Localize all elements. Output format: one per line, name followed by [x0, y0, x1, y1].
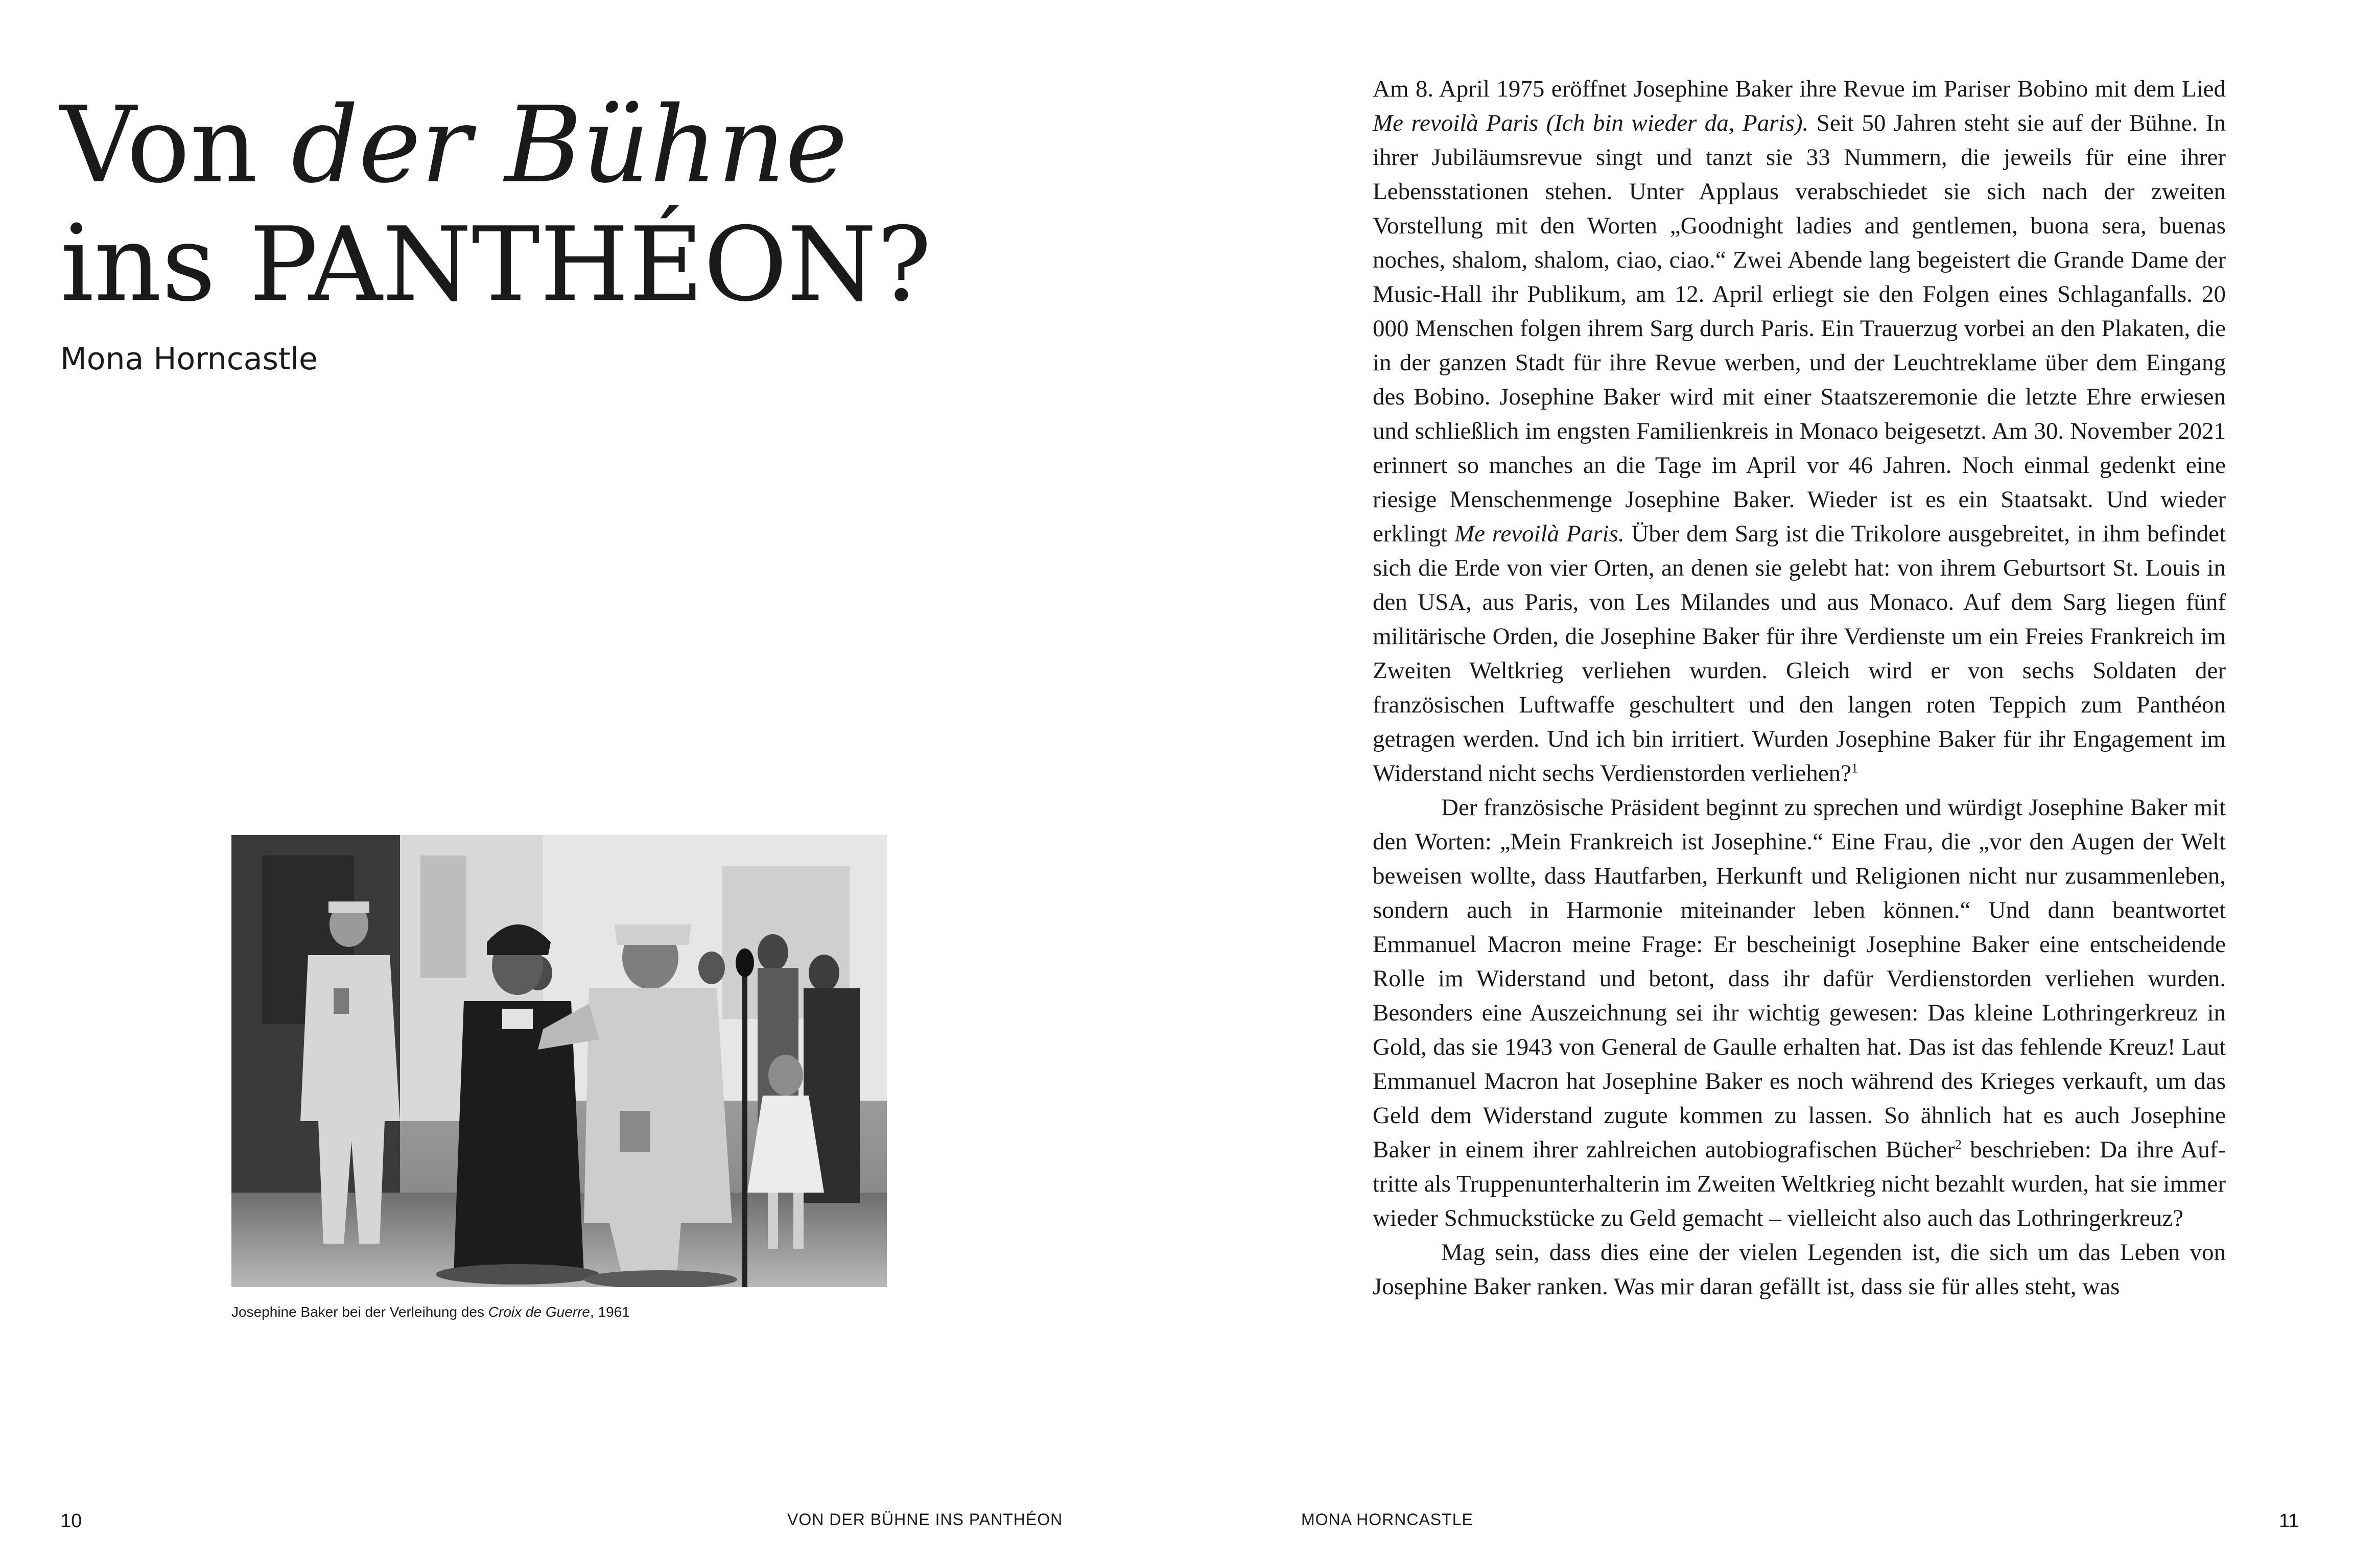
- body-paragraph-1: [1373, 72, 2226, 791]
- article-title: [60, 86, 931, 324]
- paragraph-2-text-a: Der französische Präsident beginnt zu sprechen und würdigt Josephine Baker mit den Worten: „Mein Frankreich ist Josephine.“ Eine Frau, die „vor den Augen der Welt beweisen wollte, dass Hautfarben, Herkunft und Religionen nicht nur zusammenleben, sondern auch in Harmonie miteinander leben können.“ Und dann beantwortet Emmanuel Macron meine Frage: Er bescheinigt Josephine Baker eine entscheidende Rolle im Widerstand und betont, dass ihr dafür Verdienstorden verliehen wurden. Besonders eine Auszeichnung sei ihr wichtig gewesen: Das kleine Lothringerkreuz in Gold, das sie 1943 von General de Gaulle erhalten hat. Das ist das fehlende Kreuz! Laut Emmanuel Macron hat Josephine Baker es noch während des Krieges verkauft, um das Geld dem Widerstand zugute kommen zu lassen. So ähnlich hat es auch Josephine Baker in einem ihrer zahlreichen autobiografischen Bücher: [1373, 794, 2226, 1163]
- paragraph-1-text-b: Seit 50 Jahren steht sie auf der Bühne. In ihrer Jubiläumsrevue singt und tanzt sie 33 Nummern, die jeweils für eine ihrer Lebensstationen stehen. Unter Applaus verabschiedet sie sich nach der zweiten Vorstellung mit den Worten „Goodnight ladies and gentlemen, buona sera, buenas noches, shalom, shalom, ciao, ciao.“ Zwei Abende lang begeistert die Grande Dame der Music-Hall ihr Publikum, am 12. April erliegt sie den Folgen eines Schlaganfalls. 20 000 Menschen folgen ihrem Sarg durch Paris. Ein Trauerzug vorbei an den Plakaten, die in der ganzen Stadt für ihre Revue werben, und der Leuchtreklame über dem Eingang des Bobino. Josephine Baker wird mit einer Staatszeremonie die letzte Ehre erwiesen und schließlich im engsten Familienkreis in Monaco beigesetzt. Am 30. November 2021 erinnert so manches an die Tage im April vor 46 Jahren. Noch einmal gedenkt eine riesige Menschenmenge Josephine Baker. Wieder ist es ein Staatsakt. Und wieder erklingt: [1373, 110, 2226, 547]
- historical-photo: [231, 835, 887, 1287]
- title-line1-italic: der Bühne: [291, 84, 848, 206]
- title-line2-caps: PANTHÉON?: [249, 205, 932, 324]
- body-paragraph-3: Mag sein, dass dies eine der vielen Legenden ist, die sich um das Leben von Josephine Baker ranken. Was mir daran gefällt ist, dass sie für alles steht, was: [1373, 1239, 2226, 1300]
- photo-caption: [231, 1304, 630, 1320]
- photo-illustration: [231, 835, 887, 1287]
- caption-italic: Croix de Guerre: [488, 1304, 590, 1320]
- caption-suffix: , 1961: [590, 1304, 630, 1320]
- paragraph-2-text-b: beschrieben: Da ihre Auftritte als Truppenunterhalterin im Zweiten Weltkrieg nicht bezahlt wurden, hat sie immer wieder Schmuckstücke zu Geld gemacht – vielleicht also auch das Lothringerkreuz?: [1373, 1136, 2226, 1231]
- paragraph-1-text-a: Am 8. April 1975 eröffnet Josephine Baker ihre Revue im Pariser Bobino mit dem Lied: [1373, 76, 2226, 102]
- song-title-1: Me revoilà Paris (Ich bin wieder da, Paris).: [1373, 110, 1809, 136]
- title-line2-roman: ins: [60, 202, 249, 325]
- footnote-ref-1[interactable]: 1: [1851, 761, 1858, 776]
- body-paragraph-2: [1373, 791, 2226, 1236]
- article-body: [1373, 72, 2226, 1304]
- caption-prefix: Josephine Baker bei der Verleihung des: [231, 1304, 488, 1320]
- paragraph-1-text-c: Über dem Sarg ist die Trikolore ausgebreitet, in ihm befindet sich die Erde von vier Orten, an denen sie gelebt hat: von ihrem Geburtsort St. Louis in den USA, aus Paris, von Les Milandes und aus Monaco. Auf dem Sarg liegen fünf militärische Orden, die Josephine Baker für ihre Verdienste um ein Freies Frankreich im Zweiten Weltkrieg verliehen wurden. Gleich wird er von sechs Soldaten der französischen Luftwaffe geschultert und den langen roten Teppich zum Panthéon getragen werden. Und ich bin irritiert. Wurden Josephine Baker für ihr Engagement im Widerstand nicht sechs Verdienstorden verliehen?: [1373, 520, 2226, 787]
- page-number-left: 10: [60, 1510, 82, 1532]
- page-number-right: 11: [2279, 1510, 2299, 1532]
- running-head-right: MONA HORNCASTLE: [1301, 1510, 1473, 1529]
- left-page: [0, 0, 1176, 1568]
- song-title-2: Me revoilà Paris.: [1454, 520, 1625, 547]
- title-line1-roman: Von: [60, 84, 292, 206]
- footnote-ref-2[interactable]: 2: [1955, 1137, 1962, 1152]
- right-page: [1176, 0, 2353, 1568]
- running-head-left: VON DER BÜHNE INS PANTHÉON: [787, 1510, 1063, 1529]
- author-name: Mona Horncastle: [60, 341, 318, 377]
